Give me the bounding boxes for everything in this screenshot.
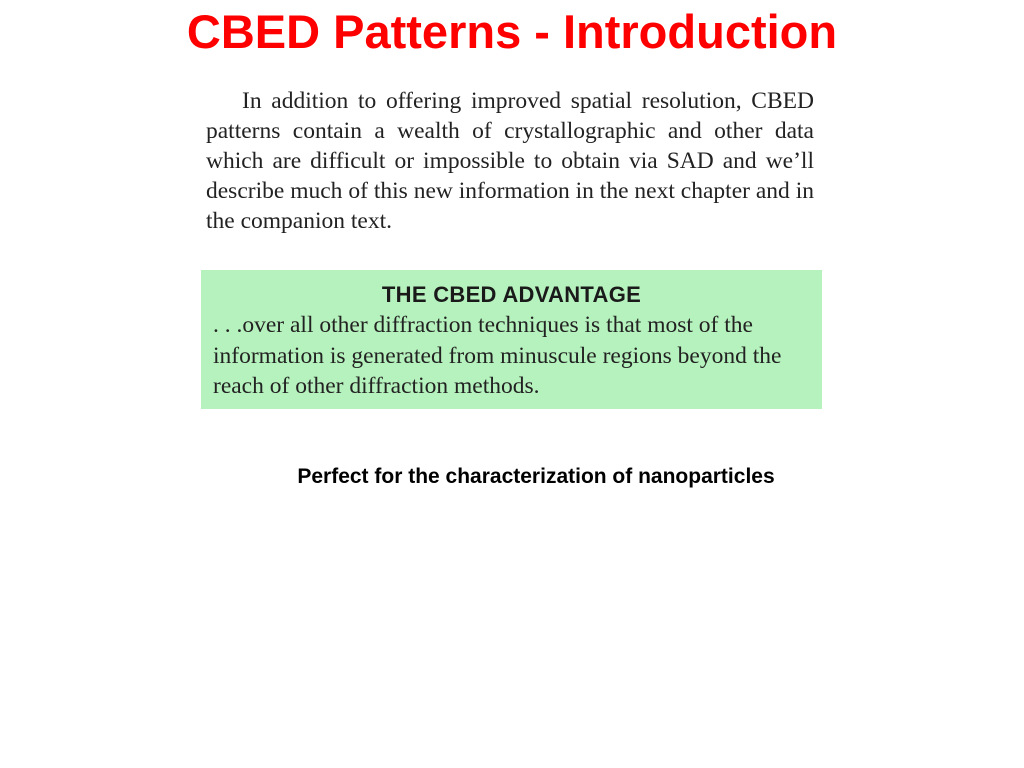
excerpt-paragraph: In addition to offering improved spatial resolution, CBED patterns contain a wealth of crystallographic and other data which are difficult or impossible to obtain via SAD and we’ll describe much of this new information in the next chapter and in the companion text. [206,88,814,234]
tagline: Perfect for the characterization of nanoparticles [297,465,775,488]
slide-title: CBED Patterns - Introduction [186,5,838,58]
cbed-advantage-heading: THE CBED ADVANTAGE [381,282,642,307]
cbed-advantage-box [201,270,822,409]
cbed-advantage-text: . . .over all other diffraction techniques is that most of the information is generated from minuscule regions beyond the reach of other diffraction methods. [213,312,782,399]
